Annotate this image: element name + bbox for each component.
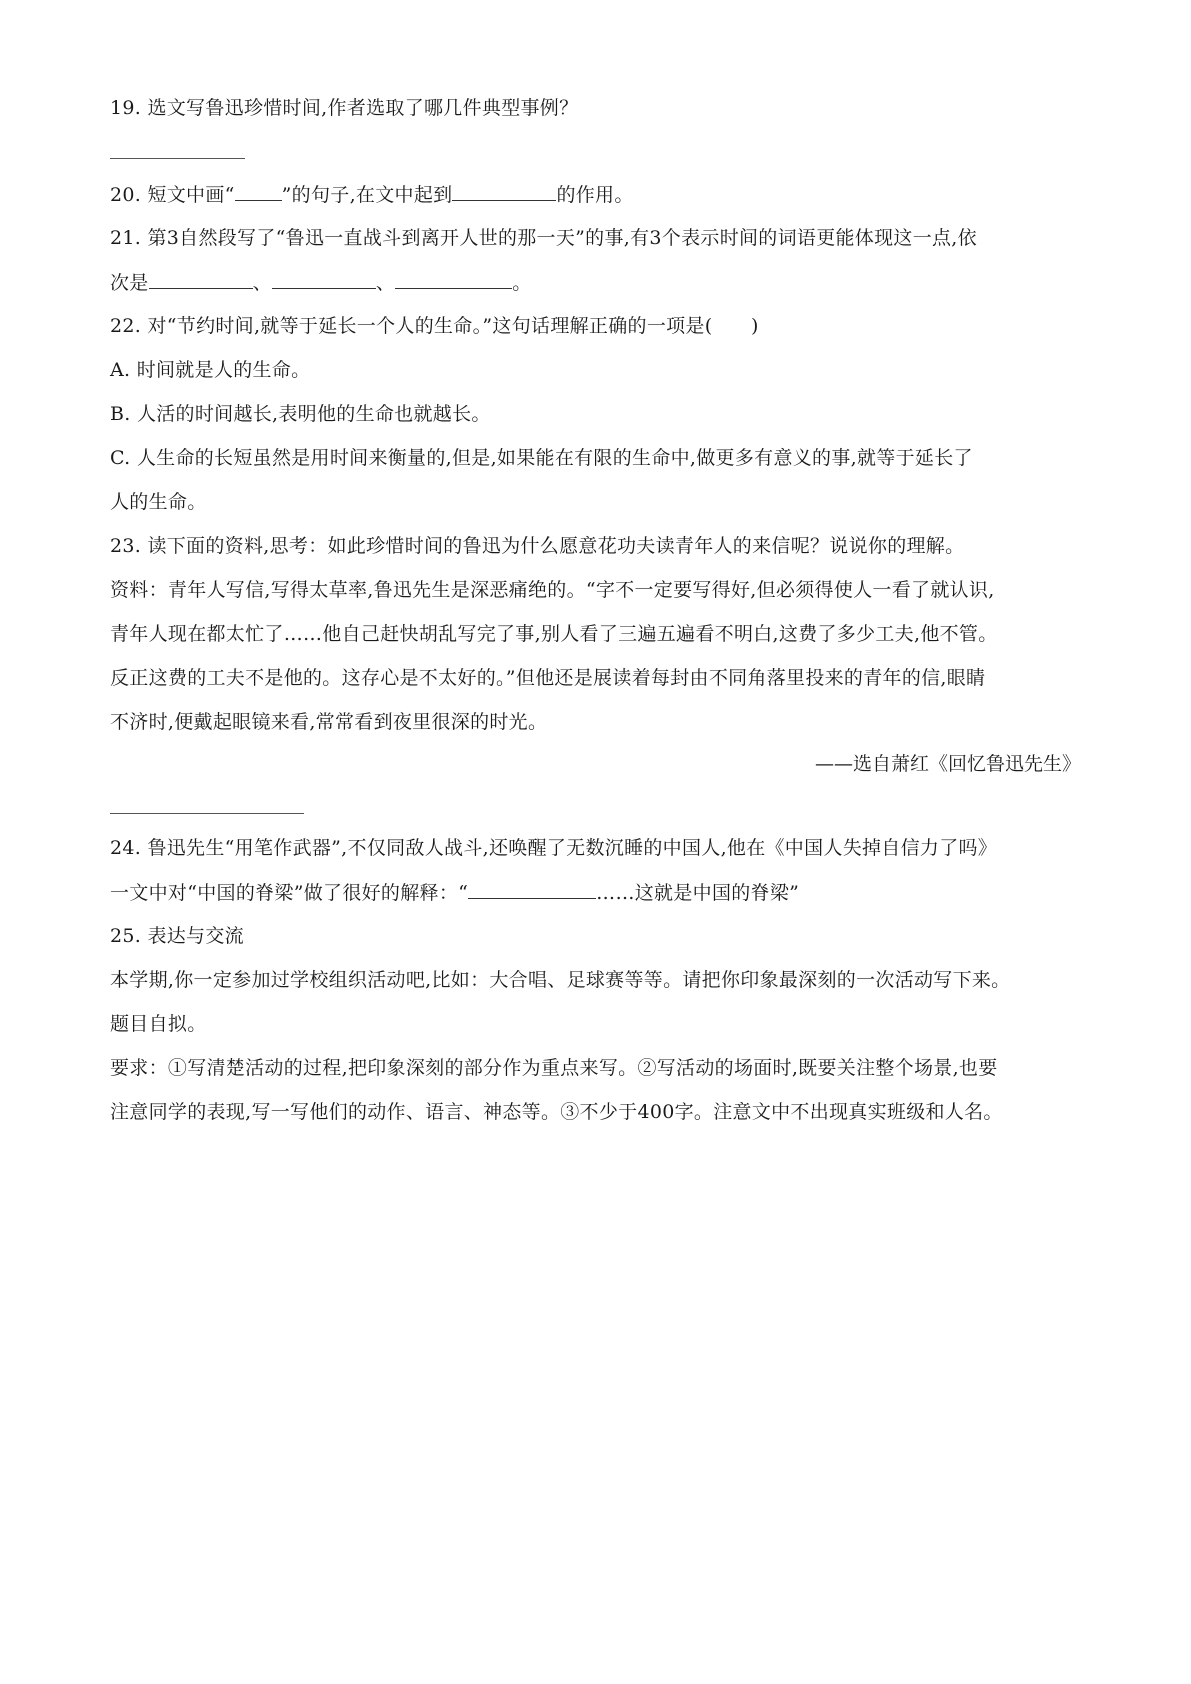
material-line1: 资料：青年人写信,写得太草率,鲁迅先生是深恶痛绝的。“字不一定要写得好,但必须得使人一看了就认识, — [110, 579, 995, 601]
answer-blank-24[interactable] — [468, 880, 596, 899]
question-20-part3: 的作用。 — [556, 184, 634, 206]
question-21-sep2: 、 — [375, 272, 396, 294]
option-b[interactable]: B. 人活的时间越长,表明他的生命也就越长。 — [110, 403, 491, 425]
question-20-part2: ”的句子,在文中起到 — [281, 184, 453, 206]
question-24-prefix: 一文中对“中国的脊梁”做了很好的解释：“ — [110, 882, 469, 904]
answer-blank-21-c[interactable] — [395, 270, 512, 289]
answer-blank-20[interactable] — [452, 182, 556, 201]
q25-prompt-line1: 本学期,你一定参加过学校组织活动吧,比如：大合唱、足球赛等等。请把你印象最深刻的一次活动写下来。 — [110, 969, 1011, 991]
material-source: ——选自萧红《回忆鲁迅先生》 — [814, 753, 1081, 775]
option-c-line1[interactable]: C. 人生命的长短虽然是用时间来衡量的,但是,如果能在有限的生命中,做更多有意义的事,就等于延长了 — [110, 447, 973, 469]
question-20-part1: 20. 短文中画“ — [110, 184, 235, 206]
question-23-stem: 23. 读下面的资料,思考：如此珍惜时间的鲁迅为什么愿意花功夫读青年人的来信呢？说说你的理解。 — [110, 535, 965, 557]
question-25-title: 25. 表达与交流 — [110, 925, 244, 947]
answer-line-19 — [110, 158, 245, 159]
question-20 — [110, 182, 634, 207]
question-24-line2 — [110, 880, 799, 905]
answer-blank-21-b[interactable] — [272, 270, 376, 289]
question-19: 19. 选文写鲁迅珍惜时间,作者选取了哪几件典型事例？ — [110, 97, 579, 119]
question-22-stem: 22. 对“节约时间,就等于延长一个人的生命。”这句话理解正确的一项是( ) — [110, 315, 759, 337]
q25-prompt-line2: 题目自拟。 — [110, 1013, 207, 1035]
option-c-line2[interactable]: 人的生命。 — [110, 491, 207, 513]
question-21-sep1: 、 — [252, 272, 272, 294]
q25-requirement-line2: 注意同学的表现,写一写他们的动作、语言、神态等。③不少于400字。注意文中不出现真实班级和人名。 — [110, 1101, 1003, 1123]
material-line2: 青年人现在都太忙了……他自己赶快胡乱写完了事,别人看了三遍五遍看不明白,这费了多少工夫,他不管。 — [110, 623, 998, 645]
answer-blank-21-a[interactable] — [149, 270, 253, 289]
material-line3: 反正这费的工夫不是他的。这存心是不太好的。”但他还是展读着每封由不同角落里投来的青年的信,眼睛 — [110, 667, 986, 689]
question-21-line2 — [110, 270, 532, 295]
question-21-prefix: 次是 — [110, 272, 149, 294]
question-24-suffix: ……这就是中国的脊梁” — [596, 882, 800, 904]
answer-line-23 — [110, 813, 304, 814]
question-24-line1: 24. 鲁迅先生“用笔作武器”,不仅同敌人战斗,还唤醒了无数沉睡的中国人,他在《中国人失掉自信力了吗》 — [110, 837, 998, 859]
material-line4: 不济时,便戴起眼镜来看,常常看到夜里很深的时光。 — [110, 711, 548, 733]
question-21-line1: 21. 第3自然段写了“鲁迅一直战斗到离开人世的那一天”的事,有3个表示时间的词语更能体现这一点,依 — [110, 227, 977, 249]
q25-requirement-line1: 要求：①写清楚活动的过程,把印象深刻的部分作为重点来写。②写活动的场面时,既要关注整个场景,也要 — [110, 1057, 998, 1079]
underline-sample — [235, 182, 282, 201]
question-21-end: 。 — [512, 272, 532, 294]
option-a[interactable]: A. 时间就是人的生命。 — [110, 359, 311, 381]
